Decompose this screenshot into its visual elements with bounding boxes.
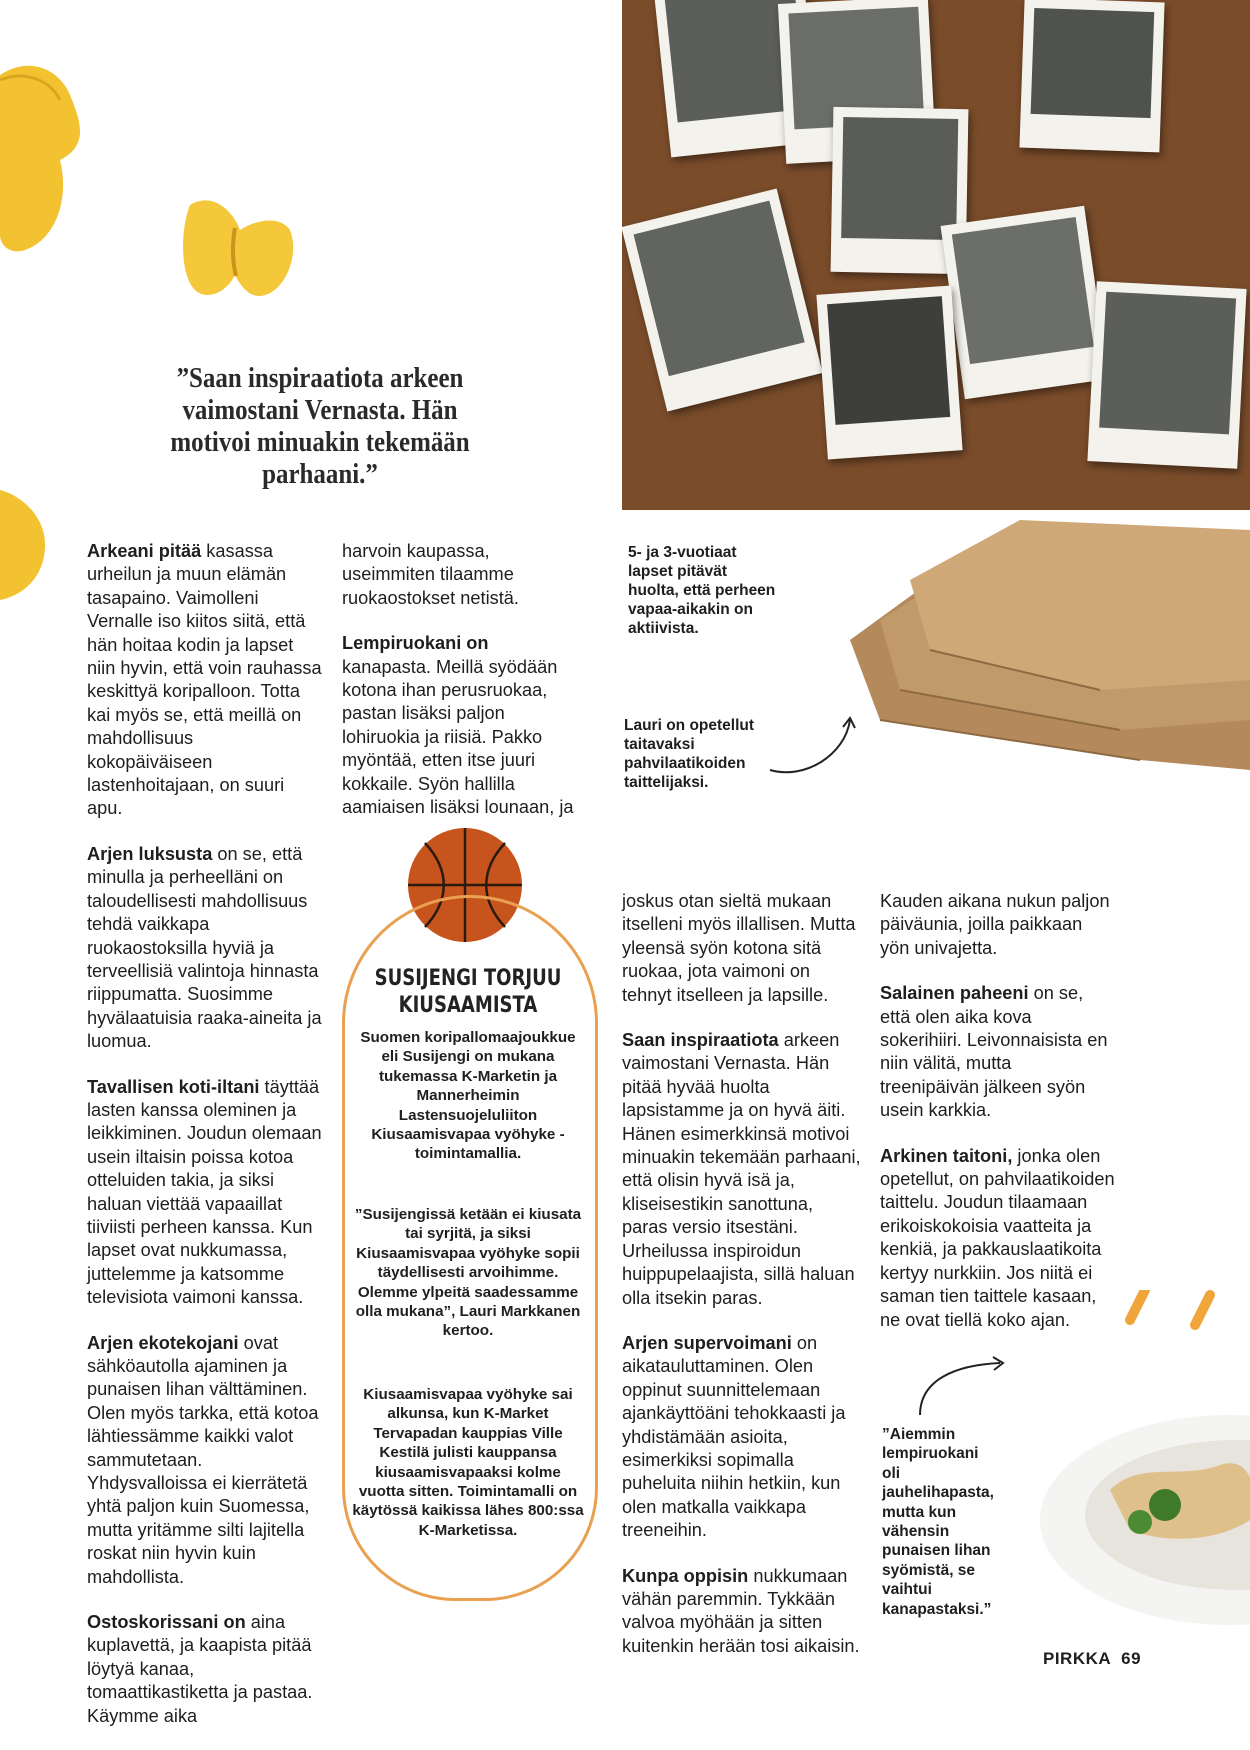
page-footer <box>1043 1649 1141 1669</box>
text-column-3 <box>622 890 862 1680</box>
caption-lauri: Lauri on opetellut taitavaksi pahvilaatikoiden taittelijaksi. <box>624 717 755 791</box>
paragraph: Salainen paheeni on se, että olen aika kova sokerihiiri. Leivonnaisista en niin välitä, mutta treenipäivän jälkeen syön usein karkkia. <box>880 983 1108 1121</box>
farfalle-pasta-image <box>0 50 300 330</box>
paragraph: Saan inspiraatiota arkeen vaimostani Vernasta. Hän pitää hyvää huolta lapsistamme ja on hyvä äiti. Hänen esimerkkinsä motivoi minuakin tekemään parhaani, että olisin hyvä isä ja, kliseisestikin sanottuna, paras versio itsestäni. Urheilussa inspiroidun huippupelaajista, sillä haluan olla itsekin paras. <box>622 1030 861 1308</box>
paragraph: Lempiruokani on kanapasta. Meillä syödään kotona ihan perusruokaa, pastan lisäksi paljon lohiruokia ja riisiä. Pakko myöntää, etten itse juuri kokkaile. Syön hallilla aamiaisen lisäksi lounaan, ja <box>342 633 574 818</box>
pasta-plate-image <box>1020 1290 1250 1630</box>
paragraph: Ostoskorissani on aina kuplavettä, ja kaapista pitää löytyä kanaa, tomaattikastiketta ja pastaa. Käymme aika <box>87 1612 313 1726</box>
paragraph: joskus otan sieltä mukaan itselleni myös illallisen. Mutta yleensä syön kotona sitä ruokaa, jota vaimoni on tehnyt itselleen ja lapsille. <box>622 891 856 1005</box>
paragraph: Arjen supervoimani on aikatauluttaminen. Olen oppinut suunnittelemaan ajankäyttöäni tehokkaasti ja yhdistämään asioita, esimerkiksi sopimalla puheluita niihin hetkiin, kun olen matkalla vaikkapa treeneihin. <box>622 1332 846 1541</box>
text-column-4 <box>880 890 1115 1354</box>
pull-quote: ”Saan inspiraatiota arkeen vaimostani Vernasta. Hän motivoi minuakin tekemään parhaani.” <box>170 362 470 490</box>
farfalle-pasta-edge-image <box>0 490 50 600</box>
paragraph: Tavallisen koti-iltani täyttää lasten kanssa oleminen ja leikkiminen. Joudun olemaan usein iltaisin poissa kotoa otteluiden takia, ja siksi haluan viettää vapaaillat tiiviisti perheen kanssa. Kun lapset ovat nukkumassa, juttelemme ja katsomme televisiota vaimoni kanssa. <box>87 1076 322 1308</box>
arrow-icon <box>765 715 865 775</box>
magazine-name: PIRKKA <box>1043 1649 1112 1668</box>
caption-pasta: ”Aiemmin lempiruokani oli jauhelihapasta, mutta kun vähensin punaisen lihan syömistä, se vaihtui kanapastaksi.” <box>882 1426 994 1618</box>
paragraph: Kunpa oppisin nukkumaan vähän paremmin. Tykkään valvoa myöhään ja sitten kuitenkin herään tosi aikaisin. <box>622 1565 860 1656</box>
paragraph: Kauden aikana nukun paljon päiväunia, joilla paikkaan yön univajetta. <box>880 891 1110 958</box>
polaroid-photos-image <box>622 0 1250 510</box>
sidebar-paragraph-2: ”Susijengissä ketään ei kiusata tai syrjitä, ja siksi Kiusaamisvapaa vyöhyke sopii täydellisesti arvoihimme. Olemme ylpeitä saadessamme olla mukana”, Lauri Markkanen kertoo. <box>354 1206 582 1340</box>
sidebar-paragraph-3: Kiusaamisvapaa vyöhyke sai alkunsa, kun K-Market Tervapadan kauppias Ville Kestilä julisti kauppansa kiusaamisvapaaksi kolme vuotta sitten. Toimintamalli on käytössä kaikissa lähes 800:ssa K-Marketissa. <box>352 1386 584 1539</box>
page-number: 69 <box>1121 1649 1142 1668</box>
paragraph: harvoin kaupassa, useimmiten tilaamme ruokaostokset netistä. <box>342 541 519 608</box>
paragraph: Arkinen taitoni, jonka olen opetellut, on pahvilaatikoiden taittelu. Joudun tilaamaan erikoiskokoisia vaatteita ja kenkiä, ja pakkauslaatikoita kertyy nurkkiin. Jos niitä ei saman tien taittele kasaan, ne ovat tiellä koko ajan. <box>880 1145 1115 1330</box>
paragraph: Arkeani pitää kasassa urheilun ja muun elämän tasapaino. Vaimolleni Vernalle iso kiitos siitä, että hän hoitaa kodin ja lapset niin hyvin, että voin rauhassa keskittyä koripalloon. Totta kai myös se, että meillä on mahdollisuus kokopäiväiseen lastenhoitajaan, on suuri apu. <box>87 541 322 819</box>
text-column-1 <box>87 540 322 1750</box>
caption-kids: 5- ja 3-vuotiaat lapset pitävät huolta, että perheen vapaa-aikakin on aktiivista. <box>628 544 776 637</box>
text-column-2 <box>342 540 577 841</box>
paragraph: Arjen ekotekojani ovat sähköautolla ajaminen ja punaisen lihan välttäminen. Olen myös tarkka, että kotoa lähtiessämme kaikki valot sammutetaan. Yhdysvalloissa ei kierrätetä yhtä paljon kuin Suomessa, mutta yritämme silti lajitella roskat niin hyvin kuin mahdollista. <box>87 1332 319 1587</box>
sidebar-title: SUSIJENGI TORJUU KIUSAAMISTA <box>374 966 562 1018</box>
sidebar-paragraph-1: Suomen koripallomaajoukkue eli Susijengi on mukana tukemassa K-Marketin ja Mannerheimin Lastensuojeluliiton Kiusaamisvapaa vyöhyke -toimintamallia. <box>360 1029 576 1163</box>
arrow-icon <box>915 1355 1015 1415</box>
paragraph: Arjen luksusta on se, että minulla ja perheelläni on taloudellisesti mahdollisuus tehdä vaikkapa ruokaostoksilla hyviä ja terveellisiä valintoja hinnasta riippumatta. Suosimme hyvälaatuisia raaka-aineita ja luomua. <box>87 843 322 1052</box>
cardboard-stack-image <box>840 520 1250 780</box>
